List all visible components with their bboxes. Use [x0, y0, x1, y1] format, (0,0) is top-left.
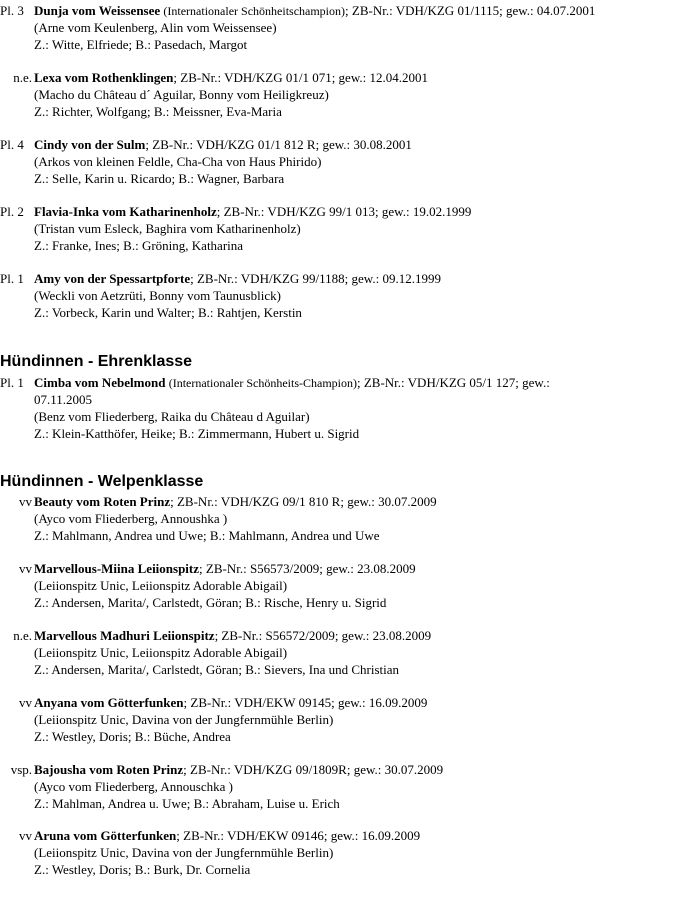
- dog-breeder-owner: Z.: Richter, Wolfgang; B.: Meissner, Eva-Maria: [34, 104, 282, 119]
- dog-registration-cont: 07.11.2005: [34, 392, 93, 407]
- dog-parents: (Macho du Château d´ Aguilar, Bonny vom Heiligkreuz): [34, 87, 329, 102]
- dog-registration: ; ZB-Nr.: VDH/KZG 01/1115; gew.: 04.07.2001: [345, 3, 596, 18]
- dog-breeder-owner: Z.: Franke, Ines; B.: Gröning, Katharina: [34, 238, 244, 253]
- placement: vv: [19, 828, 32, 843]
- dog-parents: (Leiionspitz Unic, Davina von der Jungfernmühle Berlin): [34, 712, 334, 727]
- dog-title-note: (Internationaler Schönheitschampion): [163, 4, 346, 18]
- dog-name: Bajousha vom Roten Prinz: [34, 762, 184, 777]
- dog-parents: (Leiionspitz Unic, Leiionspitz Adorable Abigail): [34, 578, 288, 593]
- dog-breeder-owner: Z.: Westley, Doris; B.: Büche, Andrea: [34, 729, 231, 744]
- dog-title-line: [34, 2, 695, 19]
- dog-title-line: [34, 69, 695, 86]
- placement: vv: [19, 494, 32, 509]
- dog-parents: (Leiionspitz Unic, Davina von der Jungfernmühle Berlin): [34, 845, 334, 860]
- dog-title-line: [34, 827, 695, 844]
- dog-parents: (Arne vom Keulenberg, Alin vom Weissensee): [34, 20, 277, 35]
- dog-title-line: [34, 627, 695, 644]
- dog-title-line: [34, 203, 695, 220]
- section-heading-ehrenklasse: Hündinnen - Ehrenklasse: [0, 353, 193, 370]
- dog-breeder-owner: Z.: Andersen, Marita/, Carlstedt, Göran; B.: Sievers, Ina und Christian: [34, 662, 400, 677]
- dog-parents: (Leiionspitz Unic, Leiionspitz Adorable Abigail): [34, 645, 288, 660]
- dog-breeder-owner: Z.: Witte, Elfriede; B.: Pasedach, Margot: [34, 37, 248, 52]
- placement: Pl. 4: [0, 137, 24, 152]
- dog-registration: ; ZB-Nr.: VDH/KZG 99/1188; gew.: 09.12.1999: [190, 271, 441, 286]
- dog-title-line: [34, 374, 695, 391]
- dog-name: Lexa vom Rothenklingen: [34, 70, 174, 85]
- dog-breeder-owner: Z.: Klein-Katthöfer, Heike; B.: Zimmermann, Hubert u. Sigrid: [34, 426, 360, 441]
- placement: vsp.: [10, 762, 32, 777]
- dog-registration: ; ZB-Nr.: S56573/2009; gew.: 23.08.2009: [199, 561, 416, 576]
- placement: vv: [19, 695, 32, 710]
- dog-title-note: (Internationaler Schönheits-Champion): [168, 376, 357, 390]
- dog-parents: (Tristan vum Esleck, Baghira vom Katharinenholz): [34, 221, 301, 236]
- dog-breeder-owner: Z.: Vorbeck, Karin und Walter; B.: Rahtjen, Kerstin: [34, 305, 302, 320]
- dog-registration: ; ZB-Nr.: VDH/EKW 09146; gew.: 16.09.2009: [176, 828, 421, 843]
- dog-title-line: [34, 136, 695, 153]
- dog-registration: ; ZB-Nr.: VDH/KZG 09/1809R; gew.: 30.07.2009: [183, 762, 444, 777]
- dog-title-line: [34, 560, 695, 577]
- dog-breeder-owner: Z.: Mahlman, Andrea u. Uwe; B.: Abraham, Luise u. Erich: [34, 796, 340, 811]
- dog-title-line: [34, 761, 695, 778]
- dog-name: Cindy von der Sulm: [34, 137, 146, 152]
- dog-parents: (Ayco vom Fliederberg, Annouschka ): [34, 779, 233, 794]
- dog-parents: (Ayco vom Fliederberg, Annoushka ): [34, 511, 228, 526]
- dog-registration: ; ZB-Nr.: VDH/KZG 01/1 071; gew.: 12.04.2001: [173, 70, 428, 85]
- dog-name: Dunja vom Weissensee: [34, 3, 161, 18]
- dog-registration: ; ZB-Nr.: VDH/KZG 09/1 810 R; gew.: 30.07.2009: [170, 494, 437, 509]
- dog-breeder-owner: Z.: Westley, Doris; B.: Burk, Dr. Cornelia: [34, 862, 251, 877]
- section-heading-welpenklasse: Hündinnen - Welpenklasse: [0, 473, 204, 490]
- placement: n.e.: [13, 628, 32, 643]
- dog-title-line: [34, 493, 695, 510]
- dog-name: Beauty vom Roten Prinz: [34, 494, 171, 509]
- dog-registration: ; ZB-Nr.: VDH/EKW 09145; gew.: 16.09.2009: [183, 695, 428, 710]
- dog-title-line: [34, 270, 695, 287]
- dog-parents: (Arkos von kleinen Feldle, Cha-Cha von Haus Phirido): [34, 154, 322, 169]
- dog-name: Aruna vom Götterfunken: [34, 828, 177, 843]
- dog-name: Anyana vom Götterfunken: [34, 695, 184, 710]
- dog-breeder-owner: Z.: Andersen, Marita/, Carlstedt, Göran; B.: Rische, Henry u. Sigrid: [34, 595, 387, 610]
- dog-registration: ; ZB-Nr.: VDH/KZG 05/1 127; gew.:: [356, 375, 550, 390]
- dog-parents: (Weckli von Aetzrüti, Bonny vom Taunusblick): [34, 288, 281, 303]
- placement: Pl. 1: [0, 271, 24, 286]
- dog-breeder-owner: Z.: Selle, Karin u. Ricardo; B.: Wagner, Barbara: [34, 171, 285, 186]
- placement: vv: [19, 561, 32, 576]
- placement: Pl. 3: [0, 3, 24, 18]
- dog-registration: ; ZB-Nr.: VDH/KZG 01/1 812 R; gew.: 30.08.2001: [145, 137, 412, 152]
- dog-name: Marvellous-Miina Leiionspitz: [34, 561, 200, 576]
- dog-breeder-owner: Z.: Mahlmann, Andrea und Uwe; B.: Mahlmann, Andrea und Uwe: [34, 528, 380, 543]
- dog-name: Marvellous Madhuri Leiionspitz: [34, 628, 215, 643]
- dog-name: Flavia-Inka vom Katharinenholz: [34, 204, 217, 219]
- dog-parents: (Benz vom Fliederberg, Raika du Château d Aguilar): [34, 409, 310, 424]
- placement: Pl. 1: [0, 375, 24, 390]
- dog-name: Amy von der Spessartpforte: [34, 271, 191, 286]
- dog-name: Cimba vom Nebelmond: [34, 375, 166, 390]
- dog-registration: ; ZB-Nr.: S56572/2009; gew.: 23.08.2009: [214, 628, 432, 643]
- placement: n.e.: [13, 70, 32, 85]
- dog-registration: ; ZB-Nr.: VDH/KZG 99/1 013; gew.: 19.02.1999: [216, 204, 472, 219]
- dog-title-line: [34, 694, 695, 711]
- placement: Pl. 2: [0, 204, 24, 219]
